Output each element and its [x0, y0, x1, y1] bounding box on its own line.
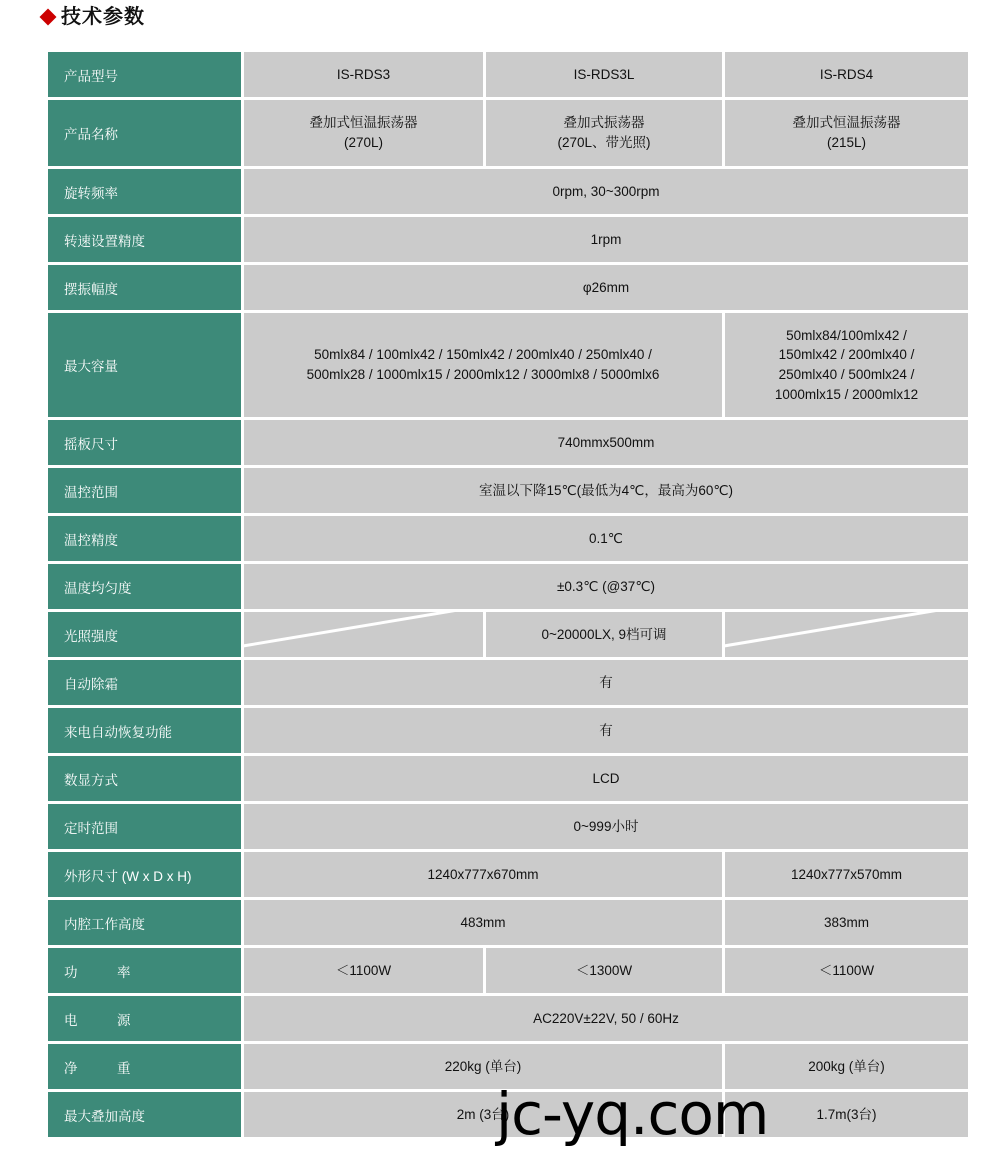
row-label: 最大叠加高度: [48, 1092, 241, 1137]
value-cell: 0.1℃: [244, 516, 968, 561]
value-cell: AC220V±22V, 50 / 60Hz: [244, 996, 968, 1041]
value-cell: 220kg (单台): [244, 1044, 722, 1089]
row-label: 最大容量: [48, 313, 241, 417]
row-label: 产品名称: [48, 100, 241, 166]
table-row: [48, 420, 968, 465]
row-label: 净 重: [48, 1044, 241, 1089]
value-cell: 740mmx500mm: [244, 420, 968, 465]
table-row: [48, 1044, 968, 1089]
table-row: [48, 100, 968, 166]
value-cell: 1240x777x670mm: [244, 852, 722, 897]
value-cell: 50mlx84/100mlx42 / 150mlx42 / 200mlx40 / 250mlx40 / 500mlx24 / 1000mlx15 / 2000mlx12: [725, 313, 968, 417]
value-cell: 有: [244, 660, 968, 705]
table-row: [48, 852, 968, 897]
value-cell: 0~999小时: [244, 804, 968, 849]
row-label: 光照强度: [48, 612, 241, 657]
row-label: 温度均匀度: [48, 564, 241, 609]
value-cell: IS-RDS3L: [486, 52, 722, 97]
page-title-text: 技术参数: [61, 6, 145, 28]
value-cell: 0rpm, 30~300rpm: [244, 169, 968, 214]
value-cell: 叠加式振荡器 (270L、带光照): [486, 100, 722, 166]
value-cell: 叠加式恒温振荡器 (215L): [725, 100, 968, 166]
value-cell: ＜1300W: [486, 948, 722, 993]
row-label: 来电自动恢复功能: [48, 708, 241, 753]
value-cell: 383mm: [725, 900, 968, 945]
table-row: [48, 52, 968, 97]
value-cell: 0~20000LX, 9档可调: [486, 612, 722, 657]
table-row: [48, 468, 968, 513]
row-label: 温控范围: [48, 468, 241, 513]
row-label: 定时范围: [48, 804, 241, 849]
row-label: 内腔工作高度: [48, 900, 241, 945]
value-cell: [244, 612, 483, 657]
table-row: [48, 564, 968, 609]
table-row: [48, 948, 968, 993]
row-label: 功 率: [48, 948, 241, 993]
row-label: 旋转频率: [48, 169, 241, 214]
table-row: [48, 900, 968, 945]
row-label: 自动除霜: [48, 660, 241, 705]
diamond-bullet-icon: [40, 9, 57, 26]
value-cell: [725, 612, 968, 657]
row-label: 转速设置精度: [48, 217, 241, 262]
table-row: [48, 313, 968, 417]
page-title: [42, 7, 145, 27]
value-cell: 200kg (单台): [725, 1044, 968, 1089]
row-label: 温控精度: [48, 516, 241, 561]
value-cell: 1rpm: [244, 217, 968, 262]
value-cell: 483mm: [244, 900, 722, 945]
table-row: [48, 265, 968, 310]
row-label: 数显方式: [48, 756, 241, 801]
table-row: [48, 660, 968, 705]
table-row: [48, 516, 968, 561]
table-row: [48, 756, 968, 801]
watermark: jc-yq.com: [496, 1080, 769, 1148]
table-row: [48, 804, 968, 849]
table-row: [48, 1092, 968, 1137]
value-cell: 1240x777x570mm: [725, 852, 968, 897]
value-cell: ＜1100W: [244, 948, 483, 993]
specification-table: [48, 52, 968, 1140]
table-row: [48, 612, 968, 657]
value-cell: LCD: [244, 756, 968, 801]
table-row: [48, 217, 968, 262]
value-cell: ＜1100W: [725, 948, 968, 993]
row-label: 电 源: [48, 996, 241, 1041]
value-cell: IS-RDS3: [244, 52, 483, 97]
value-cell: 1.7m(3台): [725, 1092, 968, 1137]
value-cell: ±0.3℃ (@37℃): [244, 564, 968, 609]
value-cell: 室温以下降15℃(最低为4℃，最高为60℃): [244, 468, 968, 513]
value-cell: IS-RDS4: [725, 52, 968, 97]
value-cell: 2m (3台): [244, 1092, 722, 1137]
value-cell: φ26mm: [244, 265, 968, 310]
row-label: 外形尺寸 (W x D x H): [48, 852, 241, 897]
table-row: [48, 708, 968, 753]
row-label: 摇板尺寸: [48, 420, 241, 465]
table-row: [48, 169, 968, 214]
value-cell: 有: [244, 708, 968, 753]
table-row: [48, 996, 968, 1041]
value-cell: 叠加式恒温振荡器 (270L): [244, 100, 483, 166]
row-label: 摆振幅度: [48, 265, 241, 310]
row-label: 产品型号: [48, 52, 241, 97]
value-cell: 50mlx84 / 100mlx42 / 150mlx42 / 200mlx40 / 250mlx40 / 500mlx28 / 1000mlx15 / 2000mlx12 / 3000mlx8 / 5000mlx6: [244, 313, 722, 417]
